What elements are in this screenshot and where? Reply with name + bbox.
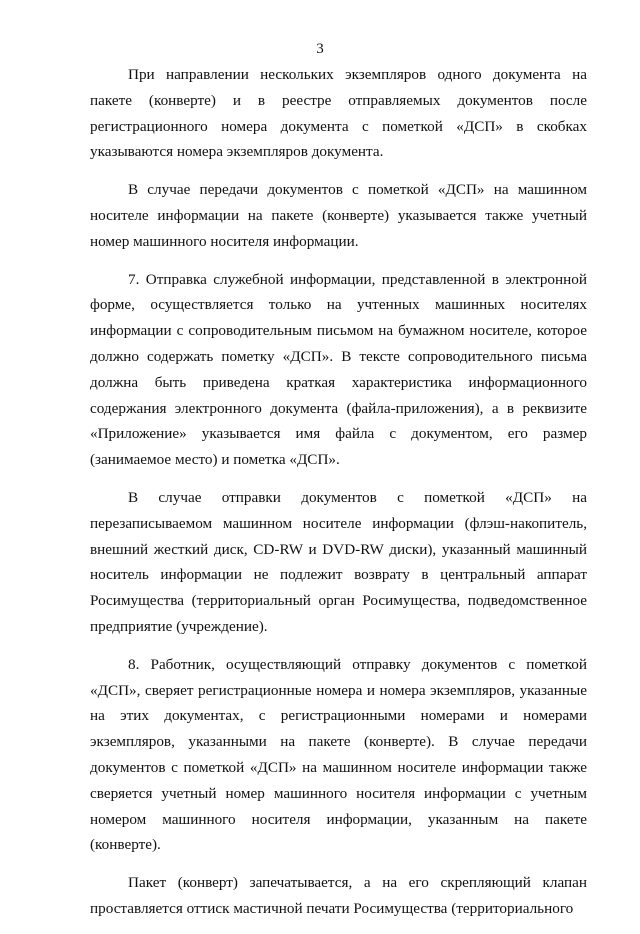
paragraph-media-account-number: В случае передачи документов с пометкой «ДСП» на машинном носителе информации на пакете (конверте) указывается также учетный номер машинного носителя информации. bbox=[90, 181, 587, 250]
paragraph-section-8: 8. Работник, осуществляющий отправку документов с пометкой «ДСП», сверяет регистрационные номера и номера экземпляров, указанные на этих документах, с регистрационными номерами и номерами экземпляров, указанными на пакете (конверте). В случае передачи документов с пометкой «ДСП» на машинном носителе информации также сверяется учетный номер машинного носителя информации с учетным номером машинного носителя информации, указанным на пакете (конверте). bbox=[90, 655, 587, 854]
paragraph-section-7: 7. Отправка служебной информации, представленной в электронной форме, осуществляется только на учтенных машинных носителях информации с сопроводительным письмом на бумажном носителе, которое должно содержать пометку «ДСП». В тексте сопроводительного письма должна быть приведена краткая характеристика информационного содержания электронного документа (файла-приложения), а в реквизите «Приложение» указывается имя файла с документом, его размер (занимаемое место) и пометка «ДСП». bbox=[90, 270, 587, 469]
document-body bbox=[90, 62, 587, 934]
page-number: 3 bbox=[316, 41, 324, 57]
paragraph-copies-registry: При направлении нескольких экземпляров одного документа на пакете (конверте) и в реестре отправляемых документов после регистрационного номера документа с пометкой «ДСП» в скобках указываются номера экземпляров документа. bbox=[90, 66, 587, 161]
paragraph-envelope-sealing: Пакет (конверт) запечатывается, а на его скрепляющий клапан проставляется оттиск мастичной печати Росимущества (территориального bbox=[90, 874, 587, 917]
paragraph-rewritable-media: В случае отправки документов с пометкой «ДСП» на перезаписываемом машинном носителе информации (флэш-накопитель, внешний жесткий диск, CD-RW и DVD-RW диски), указанный машинный носитель информации не подлежит возврату в центральный аппарат Росимущества (территориальный орган Росимущества, подведомственное предприятие (учреждение). bbox=[90, 488, 587, 635]
